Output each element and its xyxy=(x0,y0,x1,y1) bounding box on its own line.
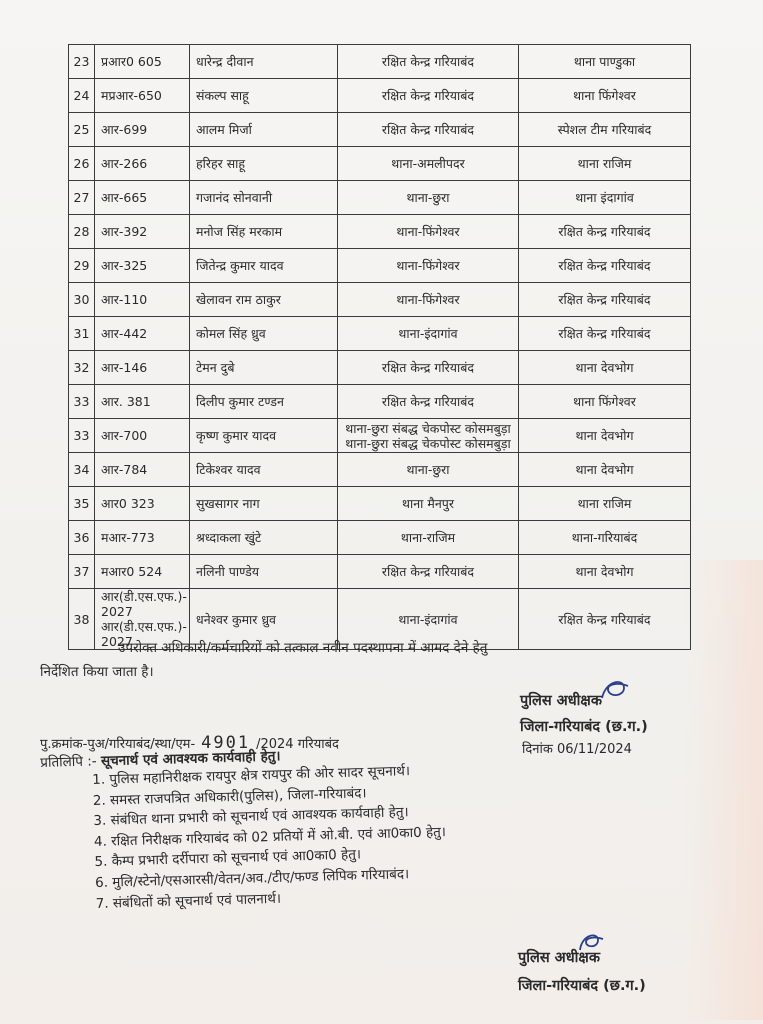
new-posting-cell: थाना राजिम xyxy=(519,147,691,181)
reference-suffix: /2024 गरियाबंद xyxy=(256,737,339,752)
current-posting-cell: थाना-इंदागांव xyxy=(338,317,519,351)
date-label: दिनांक xyxy=(522,742,553,757)
new-posting-cell: रक्षित केन्द्र गरियाबंद xyxy=(519,249,691,283)
table-row xyxy=(69,147,691,181)
copy-to-purpose: सूचनार्थ एवं आवश्यक कार्यवाही हेतु। xyxy=(100,748,281,770)
serial-number-cell: 24 xyxy=(69,79,95,113)
distribution-item: 4. रक्षित निरीक्षक गरियाबंद को 02 प्रतियों में ओ.बी. एवं आ0का0 हेतु। xyxy=(93,823,447,850)
serial-number-cell: 26 xyxy=(69,147,95,181)
instruction-line-2: निर्देशित किया जाता है। xyxy=(40,664,154,680)
employee-name-cell: संकल्प साहू xyxy=(190,79,338,113)
current-posting-cell: थाना-अमलीपदर xyxy=(338,147,519,181)
date-line xyxy=(522,739,632,757)
rank-number-cell: आर-665 xyxy=(95,181,190,215)
new-posting-cell: थाना इंदागांव xyxy=(519,181,691,215)
rank-number-cell: आर-784 xyxy=(95,453,190,487)
rank-number-cell-line: आर(डी.एस.एफ.)- 2027 xyxy=(101,619,187,649)
table-row xyxy=(69,351,691,385)
distribution-list xyxy=(92,760,448,914)
signature-top-title: पुलिस अधीक्षक xyxy=(520,693,602,709)
serial-number-cell: 29 xyxy=(69,249,95,283)
table-row xyxy=(69,249,691,283)
table-row xyxy=(69,521,691,555)
signature-block-top xyxy=(520,688,648,740)
distribution-item: 6. मुलि/स्टेनो/एसआरसी/वेतन/अव./टीए/फण्ड लिपिक गरियाबंद। xyxy=(94,866,410,891)
instruction-paragraph xyxy=(40,636,690,684)
current-posting-cell-line: थाना-छुरा संबद्ध चेकपोस्ट कोसमबुड़ा xyxy=(345,420,511,436)
distribution-item: 5. कैम्प प्रभारी दर्रीपारा को सूचनार्थ एवं आ0का0 हेतु। xyxy=(94,846,362,871)
serial-number-cell: 33 xyxy=(69,385,95,419)
new-posting-cell: थाना देवभोग xyxy=(519,453,691,487)
rank-number-cell: आर-146 xyxy=(95,351,190,385)
new-posting-cell: थाना पाण्डुका xyxy=(519,45,691,79)
current-posting-cell: थाना-फिंगेश्वर xyxy=(338,215,519,249)
table-row xyxy=(69,79,691,113)
current-posting-cell: रक्षित केन्द्र गरियाबंद xyxy=(338,385,519,419)
signature-bottom-title: पुलिस अधीक्षक xyxy=(518,950,600,966)
rank-number-cell: आर0 323 xyxy=(95,487,190,521)
serial-number-cell: 35 xyxy=(69,487,95,521)
instruction-line-1: उपरोक्त अधिकारी/कर्मचारियों को तत्काल नवीन पदस्थापना में आमद देने हेतु xyxy=(118,640,488,656)
current-posting-cell: थाना मैनपुर xyxy=(338,487,519,521)
current-posting-cell: थाना-फिंगेश्वर xyxy=(338,283,519,317)
table-row xyxy=(69,215,691,249)
transfer-table-body xyxy=(69,45,691,650)
employee-name-cell: धारेन्द्र दीवान xyxy=(190,45,338,79)
serial-number-cell: 38 xyxy=(69,589,95,650)
table-row xyxy=(69,385,691,419)
current-posting-cell: थाना-इंदागांव xyxy=(338,589,519,650)
new-posting-cell: रक्षित केन्द्र गरियाबंद xyxy=(519,215,691,249)
table-row xyxy=(69,317,691,351)
employee-name-cell: कृष्ण कुमार यादव xyxy=(190,419,338,453)
new-posting-cell: थाना-गरियाबंद xyxy=(519,521,691,555)
reference-number: 4901 xyxy=(201,733,251,753)
rank-number-cell: आर-392 xyxy=(95,215,190,249)
new-posting-cell: थाना राजिम xyxy=(519,487,691,521)
employee-name-cell: जितेन्द्र कुमार यादव xyxy=(190,249,338,283)
current-posting-cell: रक्षित केन्द्र गरियाबंद xyxy=(338,79,519,113)
current-posting-cell-line: थाना-छुरा संबद्ध चेकपोस्ट कोसमबुड़ा xyxy=(345,435,511,451)
new-posting-cell: रक्षित केन्द्र गरियाबंद xyxy=(519,317,691,351)
signature-top-district: जिला-गरियाबंद (छ.ग.) xyxy=(520,719,648,735)
serial-number-cell: 28 xyxy=(69,215,95,249)
rank-number-cell-line: आर(डी.एस.एफ.)- 2027 xyxy=(101,589,187,619)
date-value: 06/11/2024 xyxy=(556,742,632,757)
distribution-item: 7. संबंधितों को सूचनार्थ एवं पालनार्थ। xyxy=(95,890,282,912)
serial-number-cell: 25 xyxy=(69,113,95,147)
employee-name-cell: धनेश्वर कुमार ध्रुव xyxy=(190,589,338,650)
table-row xyxy=(69,45,691,79)
signature-block-bottom xyxy=(518,944,646,1000)
table-row xyxy=(69,283,691,317)
new-posting-cell: थाना फिंगेश्वर xyxy=(519,385,691,419)
serial-number-cell: 34 xyxy=(69,453,95,487)
new-posting-cell: थाना फिंगेश्वर xyxy=(519,79,691,113)
transfer-table xyxy=(68,44,691,650)
signature-scribble-icon xyxy=(598,676,632,704)
current-posting-cell: थाना-फिंगेश्वर xyxy=(338,249,519,283)
employee-name-cell: हरिहर साहू xyxy=(190,147,338,181)
serial-number-cell: 23 xyxy=(69,45,95,79)
employee-name-cell: सुखसागर नाग xyxy=(190,487,338,521)
rank-number-cell: प्रआर0 605 xyxy=(95,45,190,79)
rank-number-cell: आर-442 xyxy=(95,317,190,351)
current-posting-cell: थाना-छुरा xyxy=(338,181,519,215)
employee-name-cell: गजानंद सोनवानी xyxy=(190,181,338,215)
employee-name-cell: श्रध्दाकला खुंटे xyxy=(190,521,338,555)
new-posting-cell: थाना देवभोग xyxy=(519,555,691,589)
rank-number-cell: मआर0 524 xyxy=(95,555,190,589)
rank-number-cell: मप्रआर-650 xyxy=(95,79,190,113)
employee-name-cell: दिलीप कुमार टण्डन xyxy=(190,385,338,419)
rank-number-cell: आर-700 xyxy=(95,419,190,453)
distribution-item: 3. संबंधित थाना प्रभारी को सूचनार्थ एवं आवश्यक कार्यवाही हेतु। xyxy=(93,804,409,830)
rank-number-cell: आर. 381 xyxy=(95,385,190,419)
new-posting-cell: रक्षित केन्द्र गरियाबंद xyxy=(519,283,691,317)
light-glare xyxy=(683,560,763,1020)
serial-number-cell: 30 xyxy=(69,283,95,317)
serial-number-cell: 33 xyxy=(69,419,95,453)
employee-name-cell: नलिनी पाण्डेय xyxy=(190,555,338,589)
employee-name-cell: आलम मिर्जा xyxy=(190,113,338,147)
table-row xyxy=(69,453,691,487)
current-posting-cell xyxy=(338,419,519,453)
serial-number-cell: 36 xyxy=(69,521,95,555)
signature-bottom-district: जिला-गरियाबंद (छ.ग.) xyxy=(518,978,646,994)
employee-name-cell: टेमन दुबे xyxy=(190,351,338,385)
serial-number-cell: 27 xyxy=(69,181,95,215)
rank-number-cell: आर-325 xyxy=(95,249,190,283)
table-row xyxy=(69,113,691,147)
copy-to-label: प्रतिलिपि :- xyxy=(40,753,97,771)
employee-name-cell: कोमल सिंह ध्रुव xyxy=(190,317,338,351)
table-row xyxy=(69,555,691,589)
table-row xyxy=(69,181,691,215)
serial-number-cell: 32 xyxy=(69,351,95,385)
new-posting-cell: थाना देवभोग xyxy=(519,351,691,385)
current-posting-cell: रक्षित केन्द्र गरियाबंद xyxy=(338,555,519,589)
serial-number-cell: 37 xyxy=(69,555,95,589)
current-posting-cell: थाना-राजिम xyxy=(338,521,519,555)
current-posting-cell: रक्षित केन्द्र गरियाबंद xyxy=(338,113,519,147)
rank-number-cell: आर-266 xyxy=(95,147,190,181)
rank-number-cell: मआर-773 xyxy=(95,521,190,555)
reference-prefix: पु.क्रमांक-पुअ/गरियाबंद/स्था/एम- xyxy=(40,737,196,752)
table-row xyxy=(69,419,691,453)
rank-number-cell: आर-699 xyxy=(95,113,190,147)
serial-number-cell: 31 xyxy=(69,317,95,351)
rank-number-cell: आर-110 xyxy=(95,283,190,317)
distribution-item: 2. समस्त राजपत्रित अधिकारी(पुलिस), जिला-गरियाबंद। xyxy=(92,784,367,809)
employee-name-cell: खेलावन राम ठाकुर xyxy=(190,283,338,317)
current-posting-cell: रक्षित केन्द्र गरियाबंद xyxy=(338,45,519,79)
new-posting-cell: स्पेशल टीम गरियाबंद xyxy=(519,113,691,147)
table-row xyxy=(69,487,691,521)
current-posting-cell: थाना-छुरा xyxy=(338,453,519,487)
employee-name-cell: मनोज सिंह मरकाम xyxy=(190,215,338,249)
signature-scribble-icon xyxy=(576,930,606,956)
employee-name-cell: टिकेश्वर यादव xyxy=(190,453,338,487)
distribution-item: 1. पुलिस महानिरीक्षक रायपुर क्षेत्र रायपुर की ओर सादर सूचनार्थ। xyxy=(92,763,411,788)
current-posting-cell: रक्षित केन्द्र गरियाबंद xyxy=(338,351,519,385)
new-posting-cell: थाना देवभोग xyxy=(519,419,691,453)
new-posting-cell: रक्षित केन्द्र गरियाबंद xyxy=(519,589,691,650)
